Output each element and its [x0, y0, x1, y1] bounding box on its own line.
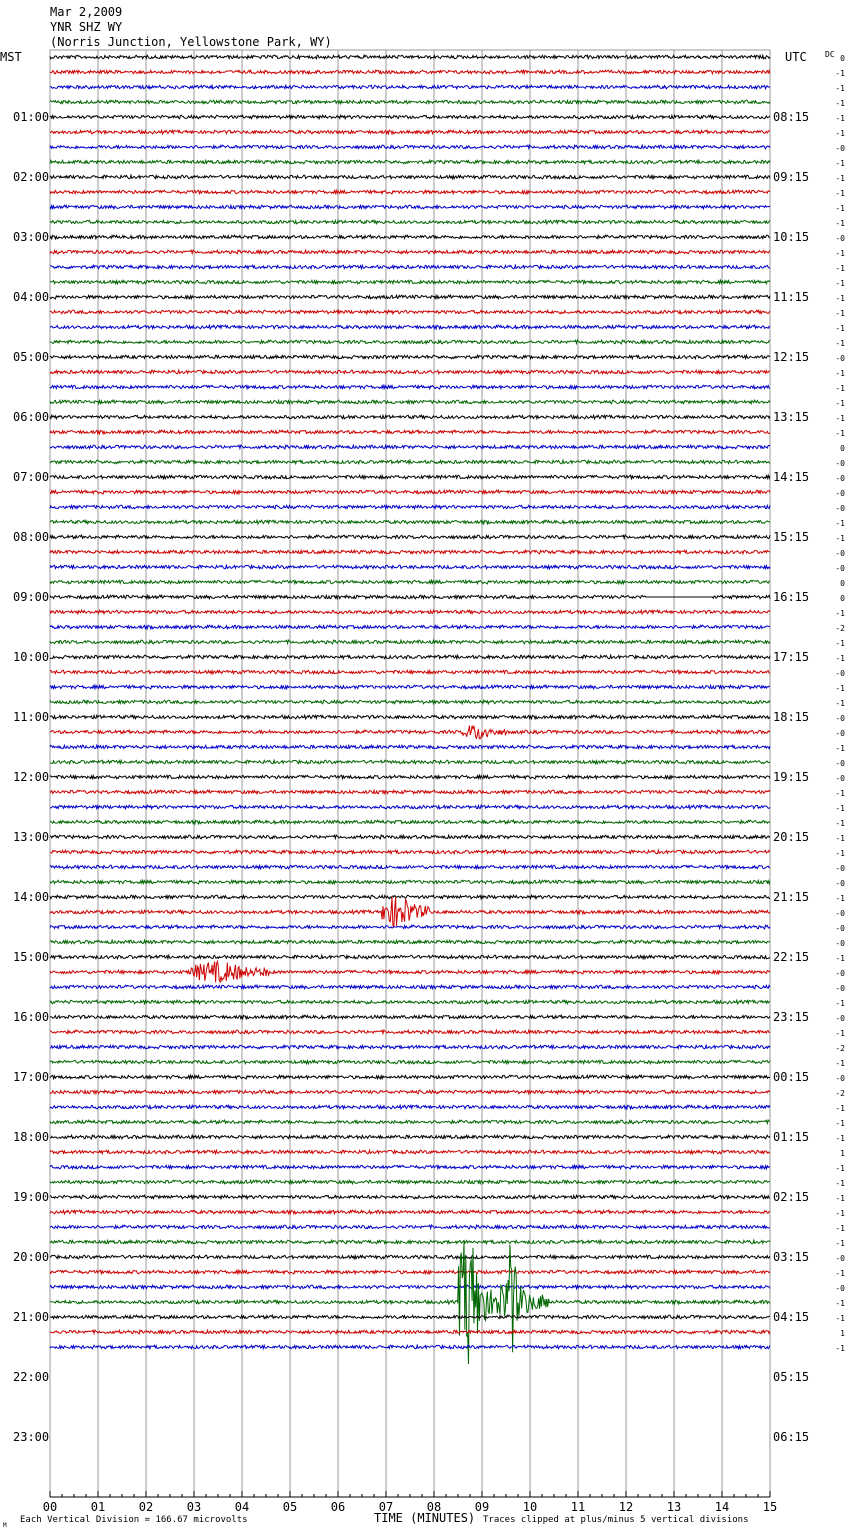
trace-21	[50, 370, 770, 374]
left-timezone-label: MST	[0, 50, 22, 64]
dc-offset-23: -1	[835, 399, 845, 408]
dc-offset-4: -1	[835, 114, 845, 123]
trace-47	[50, 760, 770, 764]
x-tick-label-09: 09	[474, 1500, 490, 1514]
dc-offset-2: -1	[835, 84, 845, 93]
dc-offset-54: -0	[835, 864, 845, 873]
trace-63	[50, 1000, 770, 1004]
utc-label-8: 15:15	[773, 530, 810, 544]
trace-37	[50, 610, 770, 614]
trace-42	[50, 685, 770, 689]
dc-offset-33: -0	[835, 549, 845, 558]
trace-67	[50, 1060, 770, 1064]
dc-label: DC	[825, 50, 835, 59]
right-timezone-label: UTC	[785, 50, 807, 64]
dc-offset-29: -0	[835, 489, 845, 498]
utc-label-23: 06:15	[773, 1430, 810, 1444]
trace-80	[50, 1255, 770, 1259]
trace-73	[50, 1150, 770, 1154]
dc-offset-79: -1	[835, 1239, 845, 1248]
dc-offset-80: -0	[835, 1254, 845, 1263]
utc-label-16: 23:15	[773, 1010, 810, 1024]
dc-offset-6: -0	[835, 144, 845, 153]
mst-label-12: 12:00	[13, 770, 50, 784]
dc-offset-82: -0	[835, 1284, 845, 1293]
trace-86	[50, 1345, 770, 1349]
dc-offset-22: -1	[835, 384, 845, 393]
dc-offset-40: -1	[835, 654, 845, 663]
dc-offset-41: -0	[835, 669, 845, 678]
dc-offset-44: -0	[835, 714, 845, 723]
dc-offset-56: -1	[835, 894, 845, 903]
trace-52	[50, 835, 770, 839]
dc-offset-15: -1	[835, 279, 845, 288]
mst-label-9: 09:00	[13, 590, 50, 604]
trace-4	[50, 115, 770, 119]
dc-offset-12: -0	[835, 234, 845, 243]
mst-label-21: 21:00	[13, 1310, 50, 1324]
trace-40	[50, 655, 770, 659]
trace-60	[50, 955, 770, 959]
dc-offset-25: -1	[835, 429, 845, 438]
trace-13	[50, 250, 770, 254]
trace-6	[50, 145, 770, 149]
mst-label-23: 23:00	[13, 1430, 50, 1444]
dc-offset-78: -1	[835, 1224, 845, 1233]
trace-51	[50, 820, 770, 824]
dc-offset-37: -1	[835, 609, 845, 618]
dc-offset-42: -1	[835, 684, 845, 693]
trace-82	[50, 1285, 770, 1289]
date-label: Mar 2,2009	[50, 5, 123, 19]
trace-28	[50, 475, 770, 479]
dc-offset-51: -1	[835, 819, 845, 828]
dc-offset-83: -1	[835, 1299, 845, 1308]
utc-label-10: 17:15	[773, 650, 810, 664]
mst-label-19: 19:00	[13, 1190, 50, 1204]
utc-label-18: 01:15	[773, 1130, 810, 1144]
dc-offset-69: -2	[835, 1089, 845, 1098]
trace-2	[50, 85, 770, 89]
x-tick-label-00: 00	[42, 1500, 58, 1514]
utc-label-12: 19:15	[773, 770, 810, 784]
trace-81	[50, 1270, 770, 1274]
trace-58	[50, 925, 770, 929]
trace-59	[50, 940, 770, 944]
dc-offset-18: -1	[835, 324, 845, 333]
scale-note: Each Vertical Division = 166.67 microvolts	[20, 1515, 248, 1525]
trace-10	[50, 205, 770, 209]
dc-offset-39: -1	[835, 639, 845, 648]
trace-19	[50, 340, 770, 344]
mst-label-5: 05:00	[13, 350, 50, 364]
dc-offset-71: -1	[835, 1119, 845, 1128]
dc-offset-59: -0	[835, 939, 845, 948]
trace-46	[50, 745, 770, 749]
trace-3	[50, 100, 770, 104]
dc-offset-65: -1	[835, 1029, 845, 1038]
x-tick-label-14: 14	[714, 1500, 730, 1514]
dc-offset-17: -1	[835, 309, 845, 318]
trace-12	[50, 235, 770, 239]
mst-label-15: 15:00	[13, 950, 50, 964]
utc-label-21: 04:15	[773, 1310, 810, 1324]
mst-label-3: 03:00	[13, 230, 50, 244]
utc-label-14: 21:15	[773, 890, 810, 904]
trace-75	[50, 1180, 770, 1184]
utc-label-2: 09:15	[773, 170, 810, 184]
trace-group	[50, 55, 770, 1364]
trace-55	[50, 880, 770, 884]
dc-offset-74: -1	[835, 1164, 845, 1173]
utc-label-13: 20:15	[773, 830, 810, 844]
x-tick-label-06: 06	[330, 1500, 346, 1514]
x-tick-label-07: 07	[378, 1500, 394, 1514]
dc-offset-0: 0	[840, 54, 845, 63]
trace-48	[50, 775, 770, 779]
dc-offset-73: 1	[840, 1149, 845, 1158]
x-tick-label-01: 01	[90, 1500, 106, 1514]
dc-offset-21: -1	[835, 369, 845, 378]
dc-offset-3: -1	[835, 99, 845, 108]
trace-70	[50, 1105, 770, 1109]
trace-1	[50, 70, 770, 74]
dc-offset-13: -1	[835, 249, 845, 258]
trace-76	[50, 1195, 770, 1199]
trace-45	[50, 726, 770, 739]
trace-38	[50, 625, 770, 629]
trace-11	[50, 220, 770, 224]
trace-62	[50, 985, 770, 989]
trace-39	[50, 640, 770, 644]
mst-label-1: 01:00	[13, 110, 50, 124]
x-tick-label-05: 05	[282, 1500, 298, 1514]
x-tick-label-08: 08	[426, 1500, 442, 1514]
dc-offset-46: -1	[835, 744, 845, 753]
utc-label-17: 00:15	[773, 1070, 810, 1084]
trace-18	[50, 325, 770, 329]
trace-74	[50, 1165, 770, 1169]
trace-36	[50, 595, 770, 599]
trace-69	[50, 1090, 770, 1094]
trace-49	[50, 790, 770, 794]
dc-offset-1: -1	[835, 69, 845, 78]
dc-offset-8: -1	[835, 174, 845, 183]
dc-offset-85: 1	[840, 1329, 845, 1338]
dc-offset-68: -0	[835, 1074, 845, 1083]
dc-offset-31: -1	[835, 519, 845, 528]
utc-label-4: 11:15	[773, 290, 810, 304]
dc-offset-84: -1	[835, 1314, 845, 1323]
mst-label-4: 04:00	[13, 290, 50, 304]
x-axis-title: TIME (MINUTES)	[374, 1511, 476, 1525]
clip-note: Traces clipped at plus/minus 5 vertical divisions	[483, 1515, 749, 1525]
trace-50	[50, 805, 770, 809]
trace-79	[50, 1240, 770, 1244]
dc-offset-45: -0	[835, 729, 845, 738]
dc-offset-52: -1	[835, 834, 845, 843]
trace-83	[50, 1241, 770, 1364]
trace-65	[50, 1030, 770, 1034]
mst-label-11: 11:00	[13, 710, 50, 724]
dc-offset-57: -0	[835, 909, 845, 918]
utc-label-11: 18:15	[773, 710, 810, 724]
trace-25	[50, 430, 770, 434]
dc-offset-47: -0	[835, 759, 845, 768]
mst-label-6: 06:00	[13, 410, 50, 424]
dc-offset-50: -1	[835, 804, 845, 813]
dc-offset-67: -1	[835, 1059, 845, 1068]
trace-35	[50, 580, 770, 584]
dc-offset-60: -1	[835, 954, 845, 963]
dc-offset-70: -1	[835, 1104, 845, 1113]
dc-offset-14: -1	[835, 264, 845, 273]
dc-offset-26: 0	[840, 444, 845, 453]
trace-16	[50, 295, 770, 299]
mst-label-7: 07:00	[13, 470, 50, 484]
mst-label-16: 16:00	[13, 1010, 50, 1024]
dc-offset-20: -0	[835, 354, 845, 363]
trace-8	[50, 175, 770, 179]
trace-66	[50, 1045, 770, 1049]
dc-offset-10: -1	[835, 204, 845, 213]
trace-34	[50, 565, 770, 569]
dc-offset-49: -1	[835, 789, 845, 798]
dc-offset-76: -1	[835, 1194, 845, 1203]
x-tick-label-04: 04	[234, 1500, 250, 1514]
mst-label-10: 10:00	[13, 650, 50, 664]
trace-5	[50, 130, 770, 134]
dc-offset-75: -1	[835, 1179, 845, 1188]
x-tick-label-15: 15	[762, 1500, 778, 1514]
dc-offset-7: -1	[835, 159, 845, 168]
dc-offset-24: -1	[835, 414, 845, 423]
trace-24	[50, 415, 770, 419]
x-tick-label-12: 12	[618, 1500, 634, 1514]
dc-offset-43: -1	[835, 699, 845, 708]
trace-7	[50, 160, 770, 164]
trace-84	[50, 1315, 770, 1319]
mst-label-2: 02:00	[13, 170, 50, 184]
dc-offset-77: -1	[835, 1209, 845, 1218]
trace-71	[50, 1120, 770, 1124]
mst-hour-labels	[13, 110, 49, 1444]
trace-15	[50, 280, 770, 284]
trace-27	[50, 460, 770, 464]
dc-offset-27: -0	[835, 459, 845, 468]
trace-57	[50, 897, 770, 927]
utc-label-22: 05:15	[773, 1370, 810, 1384]
x-tick-label-11: 11	[570, 1500, 586, 1514]
x-tick-label-10: 10	[522, 1500, 538, 1514]
dc-offset-66: -2	[835, 1044, 845, 1053]
dc-offset-16: -1	[835, 294, 845, 303]
utc-label-20: 03:15	[773, 1250, 810, 1264]
trace-77	[50, 1210, 770, 1214]
trace-56	[50, 895, 770, 899]
utc-label-19: 02:15	[773, 1190, 810, 1204]
location-label: (Norris Junction, Yellowstone Park, WY)	[50, 35, 332, 49]
trace-23	[50, 400, 770, 404]
mst-label-18: 18:00	[13, 1130, 50, 1144]
dc-offset-86: -1	[835, 1344, 845, 1353]
dc-offset-34: -0	[835, 564, 845, 573]
trace-54	[50, 865, 770, 869]
mst-label-22: 22:00	[13, 1370, 50, 1384]
trace-68	[50, 1075, 770, 1079]
utc-label-6: 13:15	[773, 410, 810, 424]
dc-offset-28: -0	[835, 474, 845, 483]
dc-offset-61: -0	[835, 969, 845, 978]
trace-33	[50, 550, 770, 554]
dc-offset-32: -1	[835, 534, 845, 543]
mst-label-13: 13:00	[13, 830, 50, 844]
dc-offset-81: -1	[835, 1269, 845, 1278]
x-tick-label-13: 13	[666, 1500, 682, 1514]
utc-label-5: 12:15	[773, 350, 810, 364]
trace-78	[50, 1225, 770, 1229]
trace-43	[50, 700, 770, 704]
trace-22	[50, 385, 770, 389]
utc-label-9: 16:15	[773, 590, 810, 604]
station-label: YNR SHZ WY	[50, 20, 123, 34]
dc-offset-55: -0	[835, 879, 845, 888]
mst-label-20: 20:00	[13, 1250, 50, 1264]
utc-label-7: 14:15	[773, 470, 810, 484]
dc-offset-35: 0	[840, 579, 845, 588]
dc-offset-72: -1	[835, 1134, 845, 1143]
trace-14	[50, 265, 770, 269]
trace-26	[50, 445, 770, 449]
trace-41	[50, 670, 770, 674]
x-tick-label-03: 03	[186, 1500, 202, 1514]
dc-offset-48: -0	[835, 774, 845, 783]
mst-label-14: 14:00	[13, 890, 50, 904]
dc-offset-9: -1	[835, 189, 845, 198]
x-tick-label-02: 02	[138, 1500, 154, 1514]
trace-29	[50, 490, 770, 494]
trace-85	[50, 1330, 770, 1334]
dc-offset-64: -0	[835, 1014, 845, 1023]
dc-offset-58: -0	[835, 924, 845, 933]
dc-offset-62: -0	[835, 984, 845, 993]
utc-label-1: 08:15	[773, 110, 810, 124]
utc-label-3: 10:15	[773, 230, 810, 244]
trace-20	[50, 355, 770, 359]
corner-mark: M	[3, 1522, 7, 1529]
dc-offset-30: -0	[835, 504, 845, 513]
dc-offset-53: -1	[835, 849, 845, 858]
dc-offset-19: -1	[835, 339, 845, 348]
trace-30	[50, 505, 770, 509]
trace-0	[50, 55, 770, 59]
trace-61	[50, 962, 770, 983]
dc-offset-63: -1	[835, 999, 845, 1008]
trace-72	[50, 1135, 770, 1139]
mst-label-8: 08:00	[13, 530, 50, 544]
dc-offset-38: -2	[835, 624, 845, 633]
trace-31	[50, 520, 770, 524]
trace-44	[50, 715, 770, 719]
trace-53	[50, 850, 770, 854]
trace-17	[50, 310, 770, 314]
dc-offset-36: 0	[840, 594, 845, 603]
dc-offset-11: -1	[835, 219, 845, 228]
trace-32	[50, 535, 770, 539]
trace-64	[50, 1015, 770, 1019]
utc-hour-labels	[773, 110, 809, 1444]
dc-offset-labels	[835, 54, 845, 1353]
utc-label-15: 22:15	[773, 950, 810, 964]
dc-offset-5: -1	[835, 129, 845, 138]
mst-label-17: 17:00	[13, 1070, 50, 1084]
trace-9	[50, 190, 770, 194]
